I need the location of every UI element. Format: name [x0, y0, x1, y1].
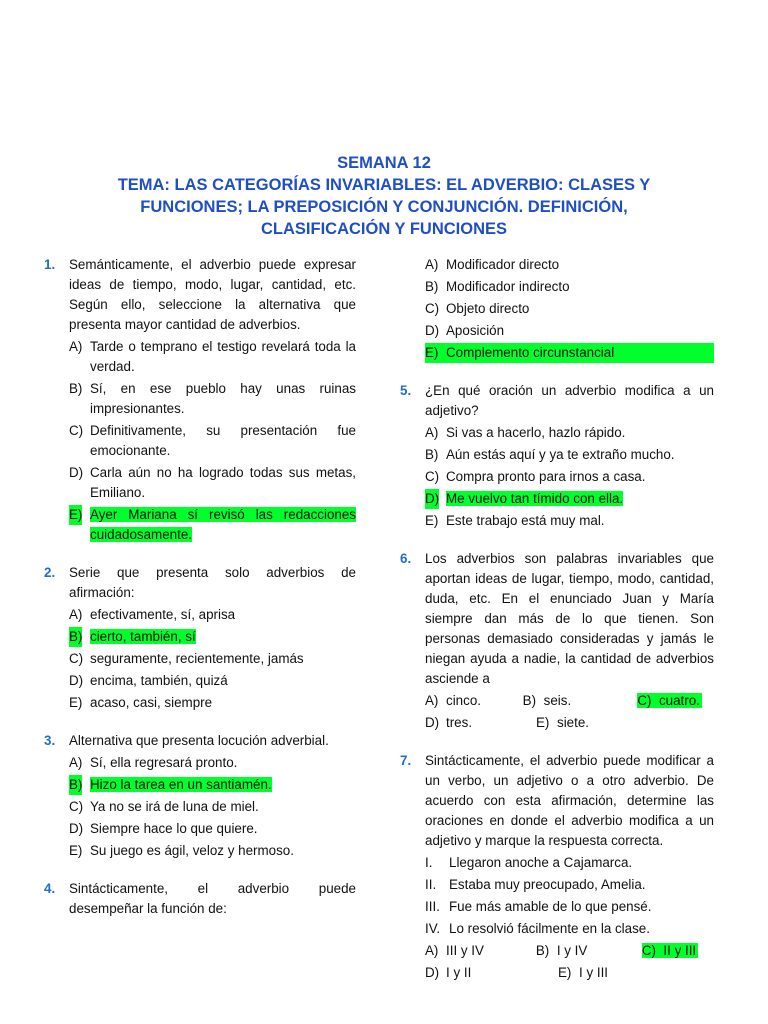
option-c: C) Compra pronto para irnos a casa. [425, 469, 646, 484]
option-a: A) cinco. [425, 693, 481, 708]
option-b: B) I y IV [535, 943, 588, 958]
option-d: D) tres. [425, 715, 473, 730]
topic-title-line-1: TEMA: LAS CATEGORÍAS INVARIABLES: EL ADVERBIO: CLASES Y [117, 176, 651, 194]
option-d: D) I y II [425, 965, 472, 980]
question-1 [44, 255, 356, 545]
option-a: A) Sí, ella regresará pronto. [69, 755, 238, 770]
question-text: Sintácticamente, el adverbio puede modificar a un verbo, un adjetivo o a otro adverbio. De acuerdo con esta afirmación, determine las oraciones en donde el adverbio modifica a un adjetivo y marque la respuesta correcta. [425, 753, 714, 848]
question-7 [400, 751, 714, 983]
statement-iii: III. Fue más amable de lo que pensé. [425, 899, 652, 914]
topic-title-line-3: CLASIFICACIÓN Y FUNCIONES [261, 220, 507, 238]
topic-title-line-2: FUNCIONES; LA PREPOSICIÓN Y CONJUNCIÓN. DEFINICIÓN, [140, 198, 628, 216]
options-row-2 [425, 713, 714, 733]
option-e: E) I y III [558, 965, 609, 980]
option-a: A) Modificador directo [425, 257, 560, 272]
option-e: E) Su juego es ágil, veloz y hermoso. [69, 843, 294, 858]
question-text: ¿En qué oración un adverbio modifica a un adjetivo? [425, 383, 714, 418]
options-row-1 [425, 691, 714, 711]
option-d: D) Siempre hace lo que quiere. [69, 821, 258, 836]
option-b-answer: B) Hizo la tarea en un santiamén. [69, 775, 356, 795]
right-column [400, 255, 714, 1001]
question-text: Serie que presenta solo adverbios de afirmación: [69, 565, 356, 600]
left-column [44, 255, 356, 937]
option-e: E) acaso, casi, siempre [69, 695, 213, 710]
option-c-answer: C) II y III [641, 943, 697, 958]
question-number: 1. [44, 257, 56, 272]
question-text: Sintácticamente, el adverbio puede desempeñar la función de: [69, 881, 356, 916]
option-a: A) III y IV [425, 943, 484, 958]
option-e: E) Este trabajo está muy mal. [425, 513, 605, 528]
week-heading: SEMANA 12 [337, 154, 431, 172]
option-c: C) Objeto directo [425, 301, 530, 316]
question-number: 3. [44, 733, 56, 748]
question-5 [400, 381, 714, 531]
question-4 [44, 879, 356, 919]
option-d-answer: D) Me vuelvo tan tímido con ella. [425, 489, 714, 509]
option-e-answer: E) Complemento circunstancial [425, 343, 714, 363]
question-text: Los adverbios son palabras invariables que aportan ideas de lugar, tiempo, modo, cantidad, duda, etc. En el enunciado Juan y María siempre dan más de lo que tienen. Son personas demasiado consideradas y jamás le niegan ayuda a nadie, la cantidad de adverbios asciende a [425, 551, 714, 686]
option-c: C) Ya no se irá de luna de miel. [69, 799, 259, 814]
option-b: B) seis. [522, 693, 572, 708]
statement-ii: II. Estaba muy preocupado, Amelia. [425, 877, 646, 892]
question-number: 7. [400, 753, 412, 768]
option-e: E) siete. [536, 715, 590, 730]
statement-iv: IV. Lo resolvió fácilmente en la clase. [425, 921, 650, 936]
options-row-1 [425, 941, 714, 961]
question-4-options [400, 255, 714, 363]
option-c: C) Definitivamente, su presentación fue emocionante. [69, 423, 356, 458]
question-3 [44, 731, 356, 861]
question-2 [44, 563, 356, 713]
option-b: B) Modificador indirecto [425, 279, 570, 294]
page-title-block [96, 152, 672, 240]
option-a: A) efectivamente, sí, aprisa [69, 607, 236, 622]
question-number: 2. [44, 565, 56, 580]
option-b: B) Sí, en ese pueblo hay unas ruinas impresionantes. [69, 381, 356, 416]
option-d: D) Carla aún no ha logrado todas sus metas, Emiliano. [69, 465, 356, 500]
question-number: 6. [400, 551, 412, 566]
option-b: B) Aún estás aquí y ya te extraño mucho. [425, 447, 675, 462]
option-c-answer: C) cuatro. [637, 693, 700, 708]
option-a: A) Si vas a hacerlo, hazlo rápido. [425, 425, 626, 440]
option-a: A) Tarde o temprano el testigo revelará toda la verdad. [69, 339, 356, 374]
question-text: Alternativa que presenta locución adverbial. [69, 733, 329, 748]
option-e-answer: E) Ayer Mariana sí revisó las redacciones cuidadosamente. [69, 507, 356, 542]
question-6 [400, 549, 714, 733]
statement-i: I. Llegaron anoche a Cajamarca. [425, 855, 633, 870]
question-number: 5. [400, 383, 412, 398]
options-row-2 [425, 963, 714, 983]
option-d: D) encima, también, quizá [69, 673, 228, 688]
option-c: C) seguramente, recientemente, jamás [69, 651, 304, 666]
question-number: 4. [44, 881, 56, 896]
question-text: Semánticamente, el adverbio puede expresar ideas de tiempo, modo, lugar, cantidad, etc. Según ello, seleccione la alternativa que presenta mayor cantidad de adverbios. [69, 257, 356, 332]
option-d: D) Aposición [425, 323, 505, 338]
option-b-answer: B) cierto, también, sí [69, 627, 356, 647]
